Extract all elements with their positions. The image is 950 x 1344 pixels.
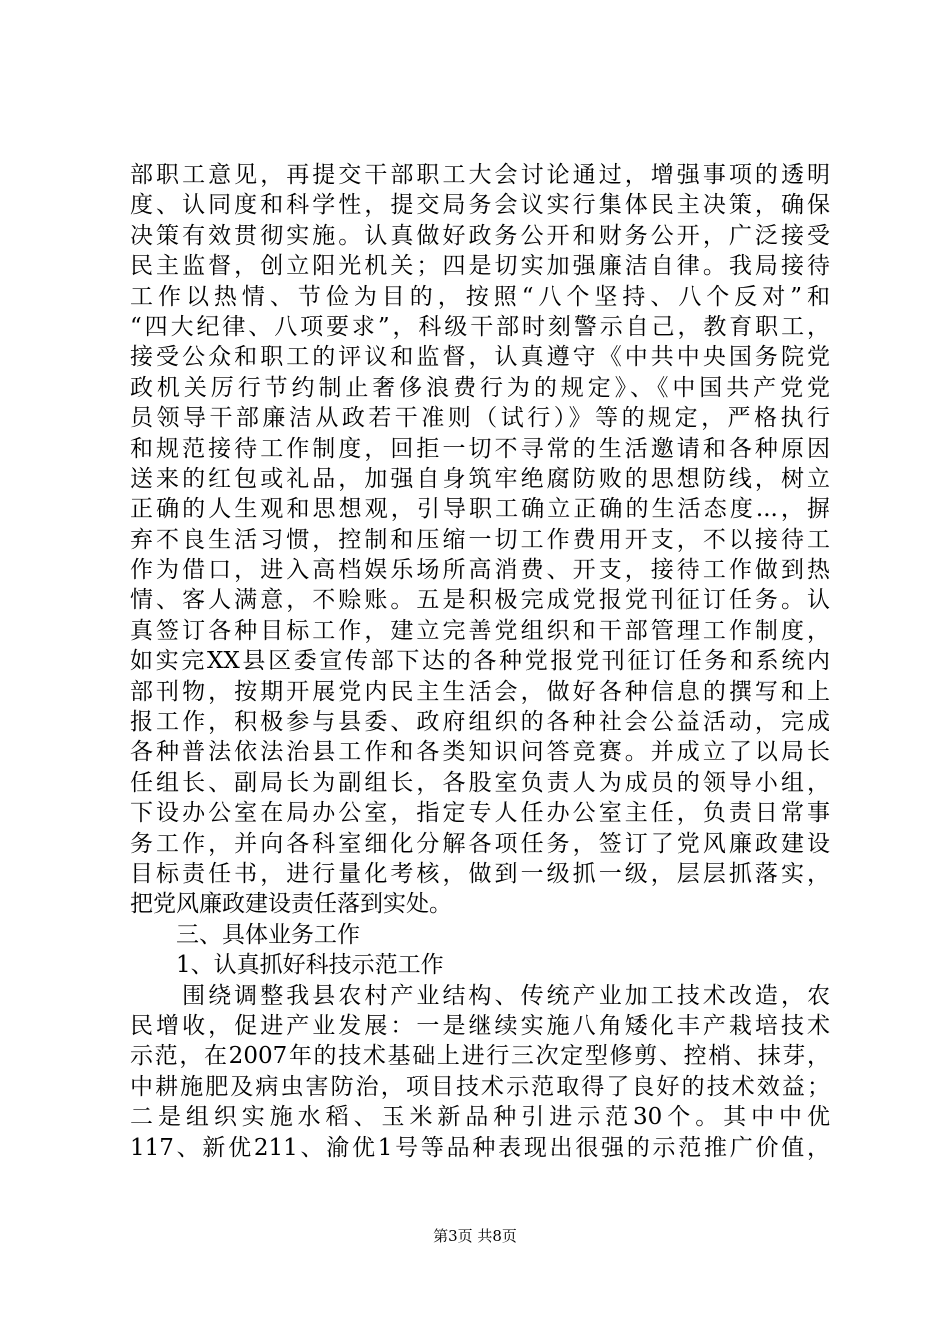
text-line: 度、认同度和科学性，提交局务会议实行集体民主决策，确保 (130, 192, 830, 219)
text-line: 员领导干部廉洁从政若干准则（试行）》等的规定，严格执行 (130, 405, 830, 432)
text-line: 民增收，促进产业发展：一是继续实施八角矮化丰产栽培技术 (130, 1012, 830, 1039)
text-line: 作为借口，进入高档娱乐场所高消费、开支，接待工作做到热 (130, 557, 830, 584)
text-line: 部刊物，按期开展党内民主生活会，做好各种信息的撰写和上 (130, 678, 830, 705)
text-line: 决策有效贯彻实施。认真做好政务公开和财务公开，广泛接受 (130, 222, 830, 249)
text-line: 把党风廉政建设责任落到实处。 (130, 891, 452, 918)
text-line: 中耕施肥及病虫害防治，项目技术示范取得了良好的技术效益； (130, 1073, 830, 1100)
text-line: 二是组织实施水稻、玉米新品种引进示范30个。其中中优 (130, 1104, 830, 1131)
page-footer: 第3页 共8页 (433, 1227, 517, 1245)
text-line: 如实完XX县区委宣传部下达的各种党报党刊征订任务和系统内 (130, 648, 830, 675)
text-line: 民主监督，创立阳光机关；四是切实加强廉洁自律。我局接待 (130, 253, 830, 280)
text-line: 政机关厉行节约制止奢侈浪费行为的规定》、《中国共产党党 (130, 374, 830, 401)
text-line: 各种普法依法治县工作和各类知识问答竞赛。并成立了以局长 (130, 739, 830, 766)
text-line: 正确的人生观和思想观，引导职工确立正确的生活态度...，摒 (130, 496, 830, 523)
text-line: 工作以热情、节俭为目的，按照“八个坚持、八个反对”和 (130, 283, 830, 310)
text-line: 接受公众和职工的评议和监督，认真遵守《中共中央国务院党 (130, 344, 830, 371)
text-line: 任组长、副局长为副组长，各股室负责人为成员的领导小组， (130, 769, 830, 796)
text-line: 目标责任书，进行量化考核，做到一级抓一级，层层抓落实， (130, 860, 830, 887)
text-line: 情、客人满意，不赊账。五是积极完成党报党刊征订任务。认 (130, 587, 830, 614)
text-line: 弃不良生活习惯，控制和压缩一切工作费用开支，不以接待工 (130, 526, 830, 553)
text-line: 真签订各种目标工作，建立完善党组织和干部管理工作制度， (130, 617, 830, 644)
text-line: “四大纪律、八项要求”，科级干部时刻警示自己，教育职工， (130, 313, 830, 340)
text-line: 务工作，并向各科室细化分解各项任务，签订了党风廉政建设 (130, 830, 830, 857)
text-line: 报工作，积极参与县委、政府组织的各种社会公益活动，完成 (130, 709, 830, 736)
text-line: 和规范接待工作制度，回拒一切不寻常的生活邀请和各种原因 (130, 435, 830, 462)
text-line: 围绕调整我县农村产业结构、传统产业加工技术改造，农 (130, 982, 830, 1009)
text-line: 117、新优211、渝优1号等品种表现出很强的示范推广价值， (130, 1134, 830, 1161)
text-line: 送来的红包或礼品，加强自身筑牢绝腐防败的思想防线，树立 (130, 465, 830, 492)
text-line: 三、具体业务工作 (130, 921, 360, 948)
text-line: 部职工意见，再提交干部职工大会讨论通过，增强事项的透明 (130, 162, 830, 188)
text-line: 1、认真抓好科技示范工作 (130, 952, 444, 979)
body-text (130, 160, 830, 1163)
text-line: 下设办公室在局办公室，指定专人任办公室主任，负责日常事 (130, 800, 830, 827)
text-line: 示范，在2007年的技术基础上进行三次定型修剪、控梢、抹芽， (130, 1043, 830, 1070)
